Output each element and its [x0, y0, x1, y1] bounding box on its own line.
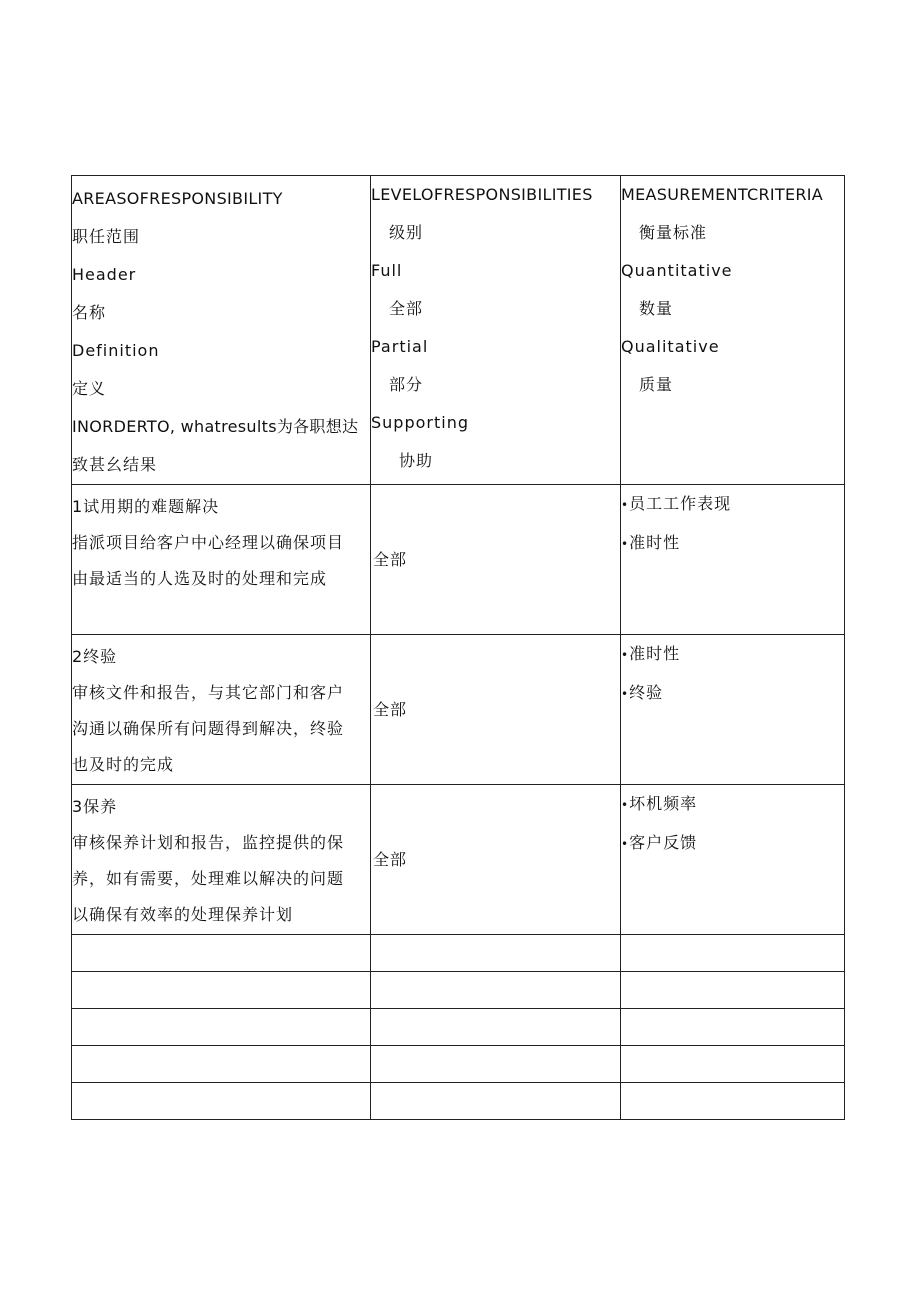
header-criteria-title: MEASUREMENTCRITERIA: [621, 185, 824, 204]
row-text-line: 沟通以确保所有问题得到解决，终验: [72, 719, 345, 738]
header-measurement-criteria: [621, 176, 845, 485]
header-areas-of-responsibility: [72, 176, 371, 485]
empty-row: [72, 935, 845, 972]
row-description: [72, 635, 371, 785]
header-supporting-cn: 协助: [399, 451, 434, 470]
bullet-icon: •: [621, 498, 630, 512]
criteria-item: •坏机频率: [621, 794, 698, 813]
row-text-line: 养，如有需要，处理难以解决的问题: [72, 869, 345, 888]
header-supporting-en: Supporting: [371, 413, 469, 432]
row-text-line: 以确保有效率的处理保养计划: [72, 905, 294, 924]
empty-cell: [621, 1046, 845, 1083]
header-qualitative-en: Qualitative: [621, 337, 720, 356]
empty-cell: [621, 1009, 845, 1046]
empty-cell: [371, 1046, 621, 1083]
header-areas-title-cn: 职任范围: [72, 227, 141, 246]
header-definition-cn: 定义: [72, 379, 107, 398]
row-description: [72, 785, 371, 935]
empty-row: [72, 972, 845, 1009]
row-level: 全部: [371, 785, 621, 935]
header-full-en: Full: [371, 261, 403, 280]
empty-cell: [371, 1009, 621, 1046]
row-criteria: [621, 635, 845, 785]
header-level-title: LEVELOFRESPONSIBILITIES: [371, 185, 593, 204]
header-header-en: Header: [72, 265, 137, 284]
row-title: 2终验: [72, 647, 118, 666]
row-criteria: [621, 785, 845, 935]
empty-cell: [371, 972, 621, 1009]
row-title: 3保养: [72, 797, 118, 816]
bullet-icon: •: [621, 798, 630, 812]
table-row: [72, 785, 845, 935]
bullet-icon: •: [621, 537, 630, 551]
empty-cell: [72, 1046, 371, 1083]
header-quantitative-en: Quantitative: [621, 261, 733, 280]
bullet-icon: •: [621, 648, 630, 662]
header-header-cn: 名称: [72, 303, 107, 322]
bullet-icon: •: [621, 837, 630, 851]
row-description: [72, 485, 371, 635]
row-criteria: [621, 485, 845, 635]
responsibility-table: [71, 175, 845, 1120]
empty-cell: [621, 972, 845, 1009]
row-text-line: 由最适当的人选及时的处理和完成: [72, 569, 328, 588]
row-text-line: 审核文件和报告，与其它部门和客户: [72, 683, 345, 702]
header-inorder-line1: INORDERTO, whatresults为各职想达: [72, 417, 359, 436]
row-text-line: 审核保养计划和报告，监控提供的保: [72, 833, 345, 852]
row-level: 全部: [371, 485, 621, 635]
header-partial-cn: 部分: [389, 375, 424, 394]
criteria-item: •终验: [621, 683, 664, 702]
empty-row: [72, 1046, 845, 1083]
table-header-row: [72, 176, 845, 485]
empty-row: [72, 1009, 845, 1046]
header-qualitative-cn: 质量: [639, 375, 674, 394]
header-areas-title: AREASOFRESPONSIBILITY: [72, 189, 283, 208]
criteria-item: •客户反馈: [621, 833, 698, 852]
header-inorder-line2: 致甚幺结果: [72, 455, 158, 474]
empty-cell: [621, 935, 845, 972]
criteria-item: •员工工作表现: [621, 494, 732, 513]
header-criteria-title-cn: 衡量标准: [639, 223, 708, 242]
criteria-item: •准时性: [621, 533, 681, 552]
table-row: [72, 485, 845, 635]
empty-cell: [72, 935, 371, 972]
empty-cell: [72, 972, 371, 1009]
bullet-icon: •: [621, 687, 630, 701]
header-quantitative-cn: 数量: [639, 299, 674, 318]
row-text-line: 也及时的完成: [72, 755, 175, 774]
empty-cell: [72, 1083, 371, 1120]
header-full-cn: 全部: [389, 299, 424, 318]
header-level-of-responsibilities: [371, 176, 621, 485]
empty-row: [72, 1083, 845, 1120]
criteria-item: •准时性: [621, 644, 681, 663]
empty-cell: [72, 1009, 371, 1046]
row-text-line: 指派项目给客户中心经理以确保项目: [72, 533, 345, 552]
empty-cell: [371, 935, 621, 972]
header-definition-en: Definition: [72, 341, 160, 360]
header-partial-en: Partial: [371, 337, 429, 356]
row-title: 1试用期的难题解决: [72, 497, 220, 516]
header-level-title-cn: 级别: [389, 223, 424, 242]
empty-cell: [621, 1083, 845, 1120]
table-row: [72, 635, 845, 785]
row-level: 全部: [371, 635, 621, 785]
empty-cell: [371, 1083, 621, 1120]
